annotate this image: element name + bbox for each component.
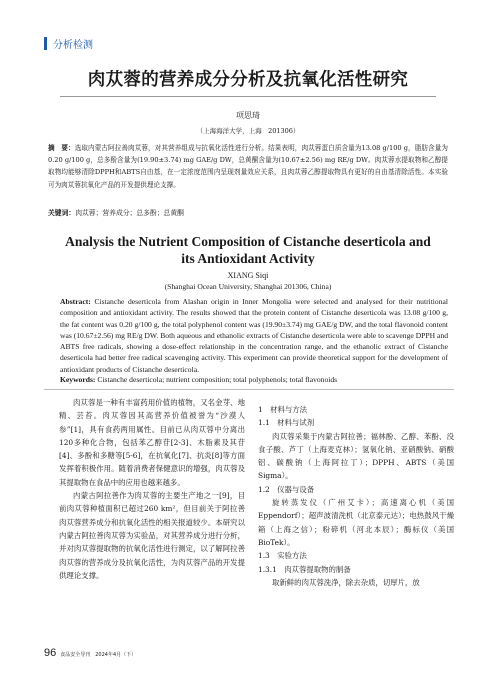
section-tag-bar <box>44 37 47 50</box>
section-tag-label: 分析检测 <box>53 40 93 51</box>
paragraph-1-1: 肉苁蓉采集于内蒙古阿拉善；福林酚、乙醇、苯酚、没食子酸、芦丁（上海麦克林）；氢氧化钠、亚硝酸钠、硝酸铝、碳酸钠（上海阿拉丁）；DPPH、ABTS（美国Sigma）。 <box>258 431 454 481</box>
author-en: XIANG Siqi <box>227 271 269 280</box>
heading-1-3: 1.3 实验方法 <box>258 551 307 561</box>
paragraph-1-3-1: 取新鲜的肉苁蓉洗净，除去杂质，切厚片，放 <box>272 577 420 587</box>
title-en-line2: its Antioxidant Activity <box>181 251 315 266</box>
page-footer <box>44 647 136 659</box>
title-en <box>0 233 496 267</box>
title-en-line1: Analysis the Nutrient Composition of Cistanche deserticola and <box>65 234 431 249</box>
body-left-column <box>59 396 245 582</box>
affiliation-en: (Shanghai Ocean University, Shanghai 201306, China) <box>164 282 332 291</box>
paragraph-1-2: 旋转蒸发仪（广州艾卡）；高速离心机（美国Eppendorf）；超声波清洗机（北京泰元达）；电热鼓风干燥箱（上海之信）；粉碎机（河北本辰）；酶标仪（美国BioTek）。 <box>258 498 454 547</box>
heading-materials-methods: 1 材料与方法 <box>258 405 308 414</box>
keywords-en-label: Keywords: <box>60 375 96 384</box>
title-cn: 肉苁蓉的营养成分分析及抗氧化活性研究 <box>87 70 409 90</box>
keywords-en-text: Cistanche deserticola; nutrient composition; total polyphenols; total flavonoids <box>97 375 338 384</box>
body-paragraph-1: 肉苁蓉是一种有丰富药用价值的植物，又名金芽、地精、芸苔。肉苁蓉因其高营养价值被誉为“沙漠人参”[1]，具有食药两用属性。目前已从肉苁蓉中分离出120多种化合物，包括苯乙醇苷[2-3]、木脂素及其苷[4]、多酚和多糖等[5-6]，在抗氧化[7]、抗炎[8]等方面发挥着积极作用。随着消费者保健意识的增强，肉苁蓉及其提取物在食品中的应用也越来越多。 <box>59 398 245 487</box>
abstract-cn <box>48 142 448 191</box>
section-tag <box>44 36 93 51</box>
heading-1-3-1: 1.3.1 肉苁蓉提取物的制备 <box>258 564 351 574</box>
title-divider <box>60 96 436 97</box>
affiliation-cn: （上海海洋大学，上海 201306） <box>196 127 300 135</box>
keywords-cn <box>48 207 448 217</box>
body-right-column <box>258 403 454 589</box>
keywords-cn-text: 肉苁蓉；营养成分；总多酚；总黄酮 <box>75 209 184 217</box>
abstract-en <box>60 296 448 375</box>
author-cn: 项思琦 <box>236 111 260 120</box>
journal-name: 食品安全导刊 2024年4月（下） <box>60 652 137 658</box>
heading-1-1: 1.1 材料与试剂 <box>258 418 315 428</box>
abstract-en-label: Abstract: <box>60 297 91 306</box>
heading-1-2: 1.2 仪器与设备 <box>258 484 315 494</box>
abstract-cn-text: 选取内蒙古阿拉善肉苁蓉，对其营养组成与抗氧化活性进行分析。结果表明，肉苁蓉蛋白质含量为13.08 g/100 g，脂肪含量为0.20 g/100 g，总多酚含量为(19.90±3.74) mg GAE/g DW，总黄酮含量为(10.67±2.56) mg RE/g DW。肉苁蓉水提取物和乙醇提取物均能够清除DPPH和ABTS自由基，在一定浓度范围内呈现剂量效应关系，且肉苁蓉乙醇提取物具有更好的自由基清除活性。本实验可为肉苁蓉抗氧化产品的开发提供理论支撑。 <box>48 144 448 189</box>
page-number: 96 <box>44 647 57 659</box>
keywords-cn-label: 关键词： <box>48 209 76 217</box>
body-paragraph-2: 内蒙古阿拉善作为肉苁蓉的主要生产地之一[9]，目前肉苁蓉种植面积已超过260 km²，但目前关于阿拉善肉苁蓉营养成分和抗氧化活性的相关报道较少。本研究以内蒙古阿拉善肉苁蓉为实验品，对其营养成分进行分析，并对肉苁蓉提取物的抗氧化活性进行测定，以了解阿拉善肉苁蓉的营养成分及抗氧化活性，为肉苁蓉产品的开发提供理论支撑。 <box>59 491 245 580</box>
keywords-en <box>60 375 448 384</box>
abstract-en-text: Cistanche deserticola from Alashan origin in Inner Mongolia were selected and analysed for their nutritional composition and antioxidant activity. The results showed that the protein content of Cistanche deserticola was 13.08 g/100 g, the fat content was 0.20 g/100 g, the total polyphenol content was (19.90±3.74) mg GAE/g DW, and the total flavonoid content was (10.67±2.56) mg RE/g DW. Both aqueous and ethanolic extracts of Cistanche deserticola were able to scavenge DPPH and ABTS free radicals, showing a dose-effect relationship in the concentration range, and the ethanolic extract of Cistanche deserticola had better free radical scavenging activity. This experiment can provide theoretical support for the development of antioxidant products of Cistanche deserticola. <box>60 297 448 374</box>
abstract-divider <box>44 389 454 390</box>
abstract-cn-label: 摘 要： <box>48 144 75 152</box>
